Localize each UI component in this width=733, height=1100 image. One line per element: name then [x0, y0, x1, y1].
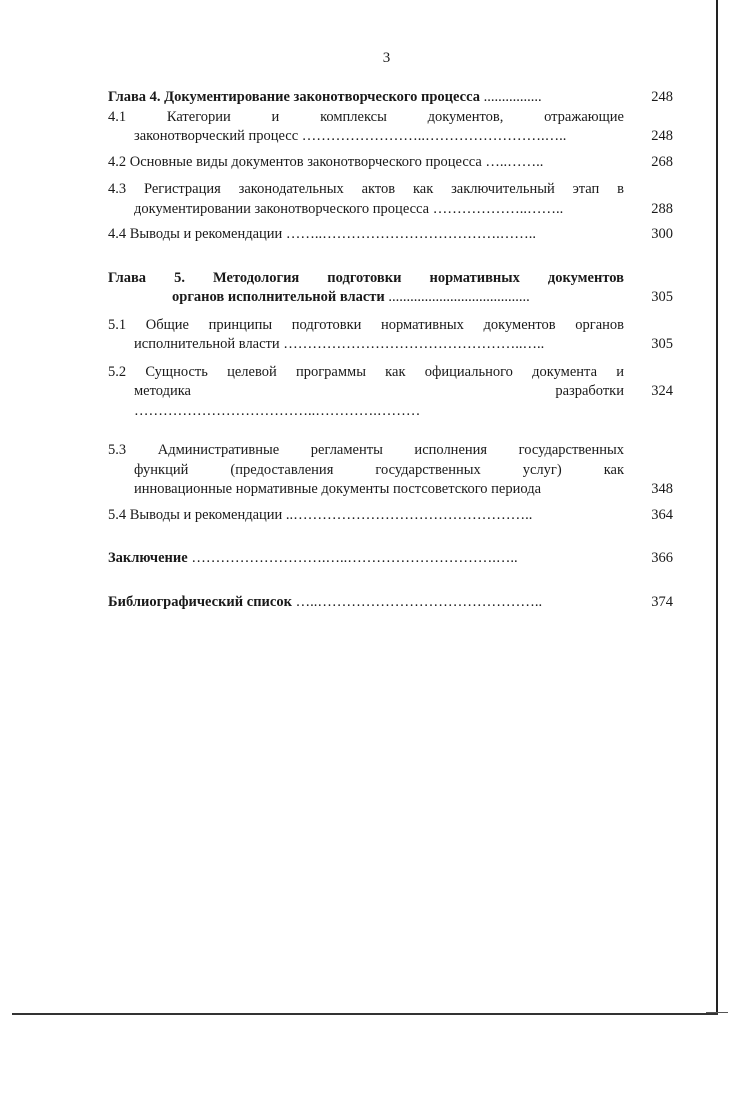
toc-page: 268: [651, 153, 673, 170]
toc-section-4-1-line2: законотворческий процесс ……………………..…………………….…..: [134, 128, 567, 144]
toc-conclusion[interactable]: [108, 549, 673, 569]
toc-page: 248: [651, 89, 673, 105]
page-frame-right: [716, 0, 718, 1015]
toc-section-5-1-line2: исполнительной власти …………………………………………..…..: [134, 336, 545, 352]
toc-page: 324: [651, 383, 673, 399]
toc-page: 364: [651, 506, 673, 523]
toc-section-4-3-line1: 4.3 Регистрация законодательных актов как заключительный этап в: [108, 181, 624, 197]
toc-page: 348: [651, 481, 673, 497]
toc-section-5-2[interactable]: [108, 363, 673, 422]
toc-page: 305: [651, 336, 673, 352]
toc-chapter-4-title: Глава 4. Документирование законотворческого процесса: [108, 89, 480, 105]
toc-leader: …..………………………………………..: [291, 593, 543, 610]
toc-chapter-5-line1: Глава 5. Методология подготовки нормативных документов: [108, 269, 624, 286]
toc-chapter-5[interactable]: [108, 269, 673, 308]
toc-section-4-4[interactable]: [108, 225, 673, 245]
toc-bibliography[interactable]: [108, 593, 673, 613]
toc-page: 300: [651, 226, 673, 242]
toc-section-4-2[interactable]: [108, 153, 673, 173]
toc-section-4-4-line1: 4.4 Выводы и рекомендации ……..……………………………….……..: [108, 226, 537, 242]
table-of-contents: [108, 88, 673, 612]
toc-section-5-4-line1: 5.4 Выводы и рекомендации ..…………………………………………..: [108, 506, 533, 523]
toc-page: 374: [651, 593, 673, 610]
toc-section-4-2-line1: 4.2 Основные виды документов законотворческого процесса …..……..: [108, 153, 544, 170]
toc-leader: ……………………….…..………………………….…..: [187, 550, 518, 566]
scan-mark: [706, 1012, 728, 1013]
page-frame-bottom: [12, 1013, 718, 1015]
toc-page: 305: [651, 289, 673, 305]
toc-section-5-3[interactable]: [108, 441, 673, 500]
page-number: 3: [382, 50, 391, 66]
toc-conclusion-title: Заключение: [108, 550, 188, 566]
toc-bibliography-title: Библиографический список: [108, 593, 292, 610]
toc-section-5-1-line1: 5.1 Общие принципы подготовки нормативных документов органов: [108, 316, 624, 333]
toc-leader: .......................................: [384, 289, 530, 305]
toc-section-5-3-line3: инновационные нормативные документы постсоветского периода: [134, 481, 542, 497]
toc-chapter-4[interactable]: [108, 88, 673, 108]
toc-section-5-2-line2a: методика: [134, 383, 191, 399]
toc-section-4-3-line2: документировании законотворческого процесса ………………..……..: [134, 200, 564, 217]
toc-chapter-5-line2: органов исполнительной власти: [172, 289, 385, 305]
toc-page: 366: [651, 550, 673, 566]
toc-leader: ................: [479, 89, 542, 105]
toc-page: 248: [651, 128, 673, 144]
toc-page: 288: [651, 200, 673, 217]
toc-section-5-2-line3: ………………………………..………….………: [134, 402, 421, 419]
toc-section-5-2-line1: 5.2 Сущность целевой программы как официального документа и: [108, 363, 624, 380]
toc-section-5-2-line2b: разработки: [555, 383, 624, 399]
toc-section-4-1[interactable]: [108, 108, 673, 147]
toc-section-4-1-line1: 4.1 Категории и комплексы документов, отражающие: [108, 108, 624, 125]
toc-section-5-3-line2: функций (предоставления государственных услуг) как: [134, 461, 624, 478]
toc-section-5-3-line1: 5.3 Административные регламенты исполнения государственных: [108, 442, 624, 458]
toc-section-5-1[interactable]: [108, 316, 673, 355]
toc-section-5-4[interactable]: [108, 506, 673, 526]
toc-section-4-3[interactable]: [108, 180, 673, 219]
